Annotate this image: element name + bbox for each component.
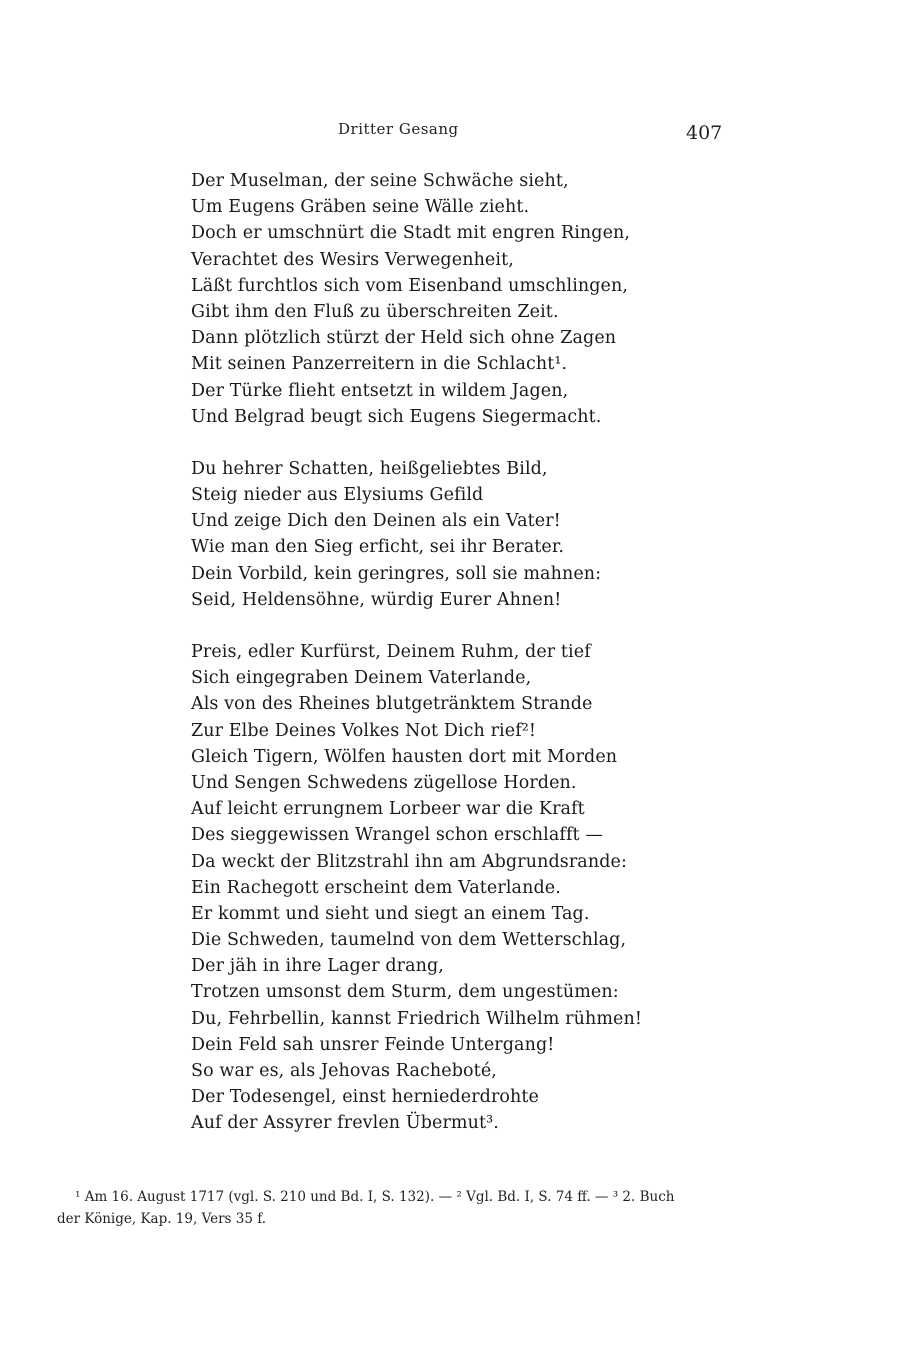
verse-line: Ein Rachegott erscheint dem Vaterlande.: [191, 877, 561, 898]
verse-line: Zur Elbe Deines Volkes Not Dich rief²!: [191, 720, 537, 741]
verse-line: Die Schweden, taumelnd von dem Wetterschlag,: [191, 930, 627, 951]
page-number: 407: [686, 122, 723, 144]
stanza-1: [191, 168, 831, 430]
verse-line: Du, Fehrbellin, kannst Friedrich Wilhelm rühmen!: [191, 1008, 642, 1029]
verse-line: Auf der Assyrer frevlen Übermut³.: [191, 1113, 499, 1134]
verse-line: Wie man den Sieg erficht, sei ihr Berater.: [191, 537, 565, 558]
verse-line: Auf leicht errungnem Lorbeer war die Kraft: [191, 799, 585, 820]
poem-text: [191, 168, 831, 1137]
verse-line: Der Muselman, der seine Schwäche sieht,: [191, 171, 569, 191]
verse-line: Dann plötzlich stürzt der Held sich ohne Zagen: [191, 328, 617, 349]
verse-line: Preis, edler Kurfürst, Deinem Ruhm, der tief: [191, 642, 591, 662]
verse-line: Seid, Heldensöhne, würdig Eurer Ahnen!: [191, 589, 562, 610]
verse-line: Trotzen umsonst dem Sturm, dem ungestümen:: [191, 982, 619, 1003]
verse-line: Er kommt und sieht und siegt an einem Tag.: [191, 903, 590, 924]
verse-line: So war es, als Jehovas Racheboté,: [191, 1061, 497, 1081]
verse-line: Gibt ihm den Fluß zu überschreiten Zeit.: [191, 301, 559, 322]
verse-line: Und Belgrad beugt sich Eugens Siegermacht.: [191, 406, 602, 427]
stanza-2: [191, 456, 831, 613]
verse-line: Sich eingegraben Deinem Vaterlande,: [191, 668, 532, 689]
verse-line: Steig nieder aus Elysiums Gefild: [191, 485, 484, 506]
verse-line: Und Sengen Schwedens zügellose Horden.: [191, 772, 577, 793]
verse-line: Da weckt der Blitzstrahl ihn am Abgrundsrande:: [191, 851, 627, 872]
footnote-line: der Könige, Kap. 19, Vers 35 f.: [57, 1211, 267, 1227]
verse-line: Und zeige Dich den Deinen als ein Vater!: [191, 511, 561, 532]
verse-line: Der jäh in ihre Lager drang,: [191, 956, 444, 977]
verse-line: Der Türke flieht entsetzt in wildem Jagen,: [191, 380, 569, 401]
verse-line: Gleich Tigern, Wölfen hausten dort mit Morden: [191, 746, 618, 767]
verse-line: Läßt furchtlos sich vom Eisenband umschlingen,: [191, 275, 629, 296]
verse-line: Dein Vorbild, kein geringres, soll sie mahnen:: [191, 563, 602, 584]
verse-line: Als von des Rheines blutgetränktem Strande: [191, 694, 593, 715]
footnotes: [57, 1186, 847, 1230]
verse-line: Dein Feld sah unsrer Feinde Untergang!: [191, 1034, 555, 1055]
verse-line: Um Eugens Gräben seine Wälle zieht.: [191, 197, 530, 218]
verse-line: Der Todesengel, einst herniederdrohte: [191, 1087, 540, 1108]
stanza-3: [191, 639, 831, 1137]
verse-line: Verachtet des Wesirs Verwegenheit,: [191, 249, 514, 270]
verse-line: Doch er umschnürt die Stadt mit engren Ringen,: [191, 223, 631, 244]
footnote-line: ¹ Am 16. August 1717 (vgl. S. 210 und Bd. I, S. 132). — ² Vgl. Bd. I, S. 74 ff. — ³ 2. Buch: [75, 1189, 675, 1205]
verse-line: Des sieggewissen Wrangel schon erschlafft —: [191, 825, 603, 846]
verse-line: Du hehrer Schatten, heißgeliebtes Bild,: [191, 458, 548, 479]
running-title: Dritter Gesang: [338, 120, 459, 138]
verse-line: Mit seinen Panzerreitern in die Schlacht¹.: [191, 354, 568, 375]
